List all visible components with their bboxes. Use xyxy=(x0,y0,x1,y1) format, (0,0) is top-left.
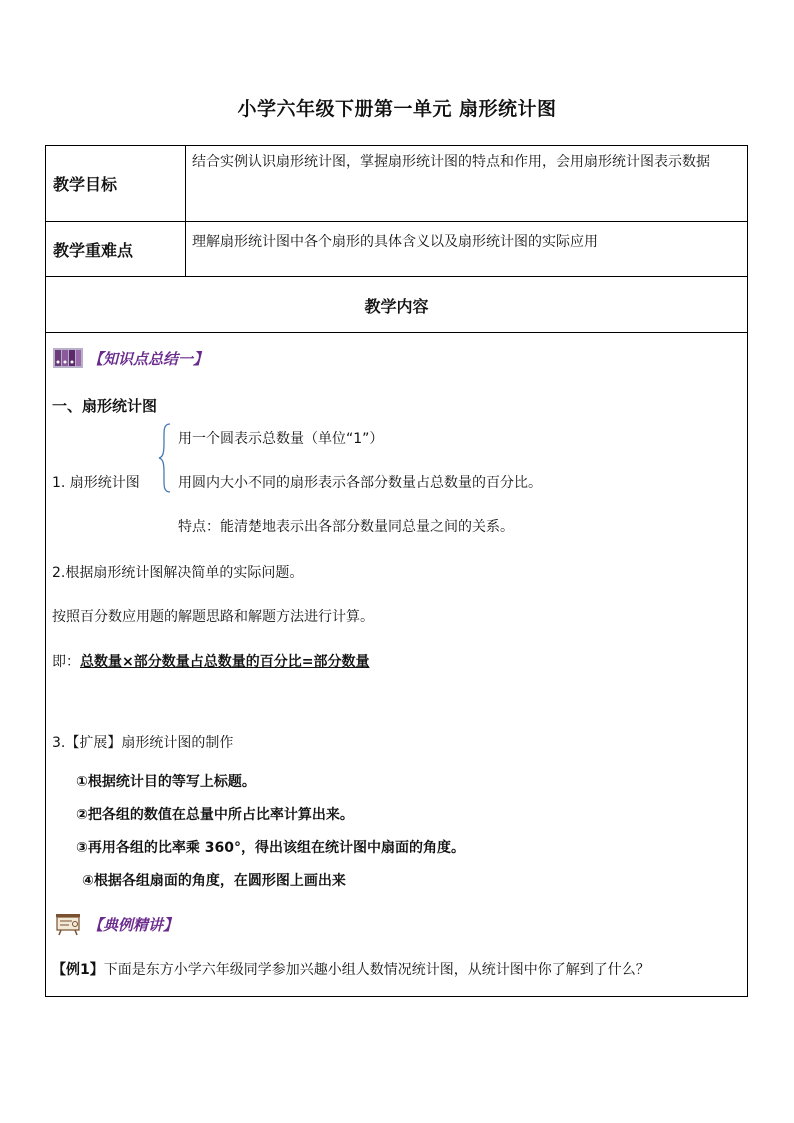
step-3: ③再用各组的比率乘 360°，得出该组在统计图中扇面的角度。 xyxy=(76,840,465,856)
example-text: 下面是东方小学六年级同学参加兴趣小组人数情况统计图，从统计图中你了解到了什么？ xyxy=(103,962,650,978)
example-banner-text: 【典例精讲】 xyxy=(88,915,179,934)
example-banner xyxy=(52,911,178,937)
difficulty-label: 教学重难点 xyxy=(46,222,186,276)
formula-prefix: 即： xyxy=(52,654,80,670)
goal-text: 结合实例认识扇形统计图，掌握扇形统计图的特点和作用，会用扇形统计图表示数据 xyxy=(192,154,710,170)
step-1: ①根据统计目的等写上标题。 xyxy=(76,774,256,790)
item1-line-3: 特点：能清楚地表示出各部分数量同总量之间的关系。 xyxy=(178,519,514,535)
item2: 2.根据扇形统计图解决简单的实际问题。 xyxy=(52,565,304,581)
example-tag: 【例1】 xyxy=(52,962,104,978)
goal-label: 教学目标 xyxy=(46,146,186,221)
section-heading: 一、扇形统计图 xyxy=(52,397,158,415)
item3: 3.【扩展】扇形统计图的制作 xyxy=(52,735,234,751)
content-header-row xyxy=(46,277,747,333)
difficulty-text: 理解扇形统计图中各个扇形的具体含义以及扇形统计图的实际应用 xyxy=(192,234,598,250)
books-icon xyxy=(52,346,84,370)
lesson-table xyxy=(45,145,748,997)
page-title: 小学六年级下册第一单元 扇形统计图 xyxy=(237,98,557,120)
content-header: 教学内容 xyxy=(364,297,429,316)
step-2: ②把各组的数值在总量中所占比率计算出来。 xyxy=(76,807,354,823)
blackboard-icon xyxy=(52,912,84,936)
example-line xyxy=(52,959,650,979)
difficulty-row xyxy=(46,222,747,277)
item1-line-2: 用圆内大小不同的扇形表示各部分数量占总数量的百分比。 xyxy=(178,475,542,491)
step-4: ④根据各组扇面的角度，在圆形图上画出来 xyxy=(82,873,346,889)
brace-icon xyxy=(158,423,172,493)
item1-label: 1. 扇形统计图 xyxy=(52,475,140,491)
item2-desc: 按照百分数应用题的解题思路和解题方法进行计算。 xyxy=(52,609,374,625)
formula-text: 总数量×部分数量占总数量的百分比=部分数量 xyxy=(80,654,370,670)
formula-line xyxy=(52,651,369,671)
knowledge-banner-text: 【知识点总结一】 xyxy=(88,349,209,368)
item1-line-1: 用一个圆表示总数量（单位“1”） xyxy=(178,431,384,447)
knowledge-banner xyxy=(52,345,208,371)
goal-row xyxy=(46,146,747,222)
content-cell xyxy=(46,333,747,996)
